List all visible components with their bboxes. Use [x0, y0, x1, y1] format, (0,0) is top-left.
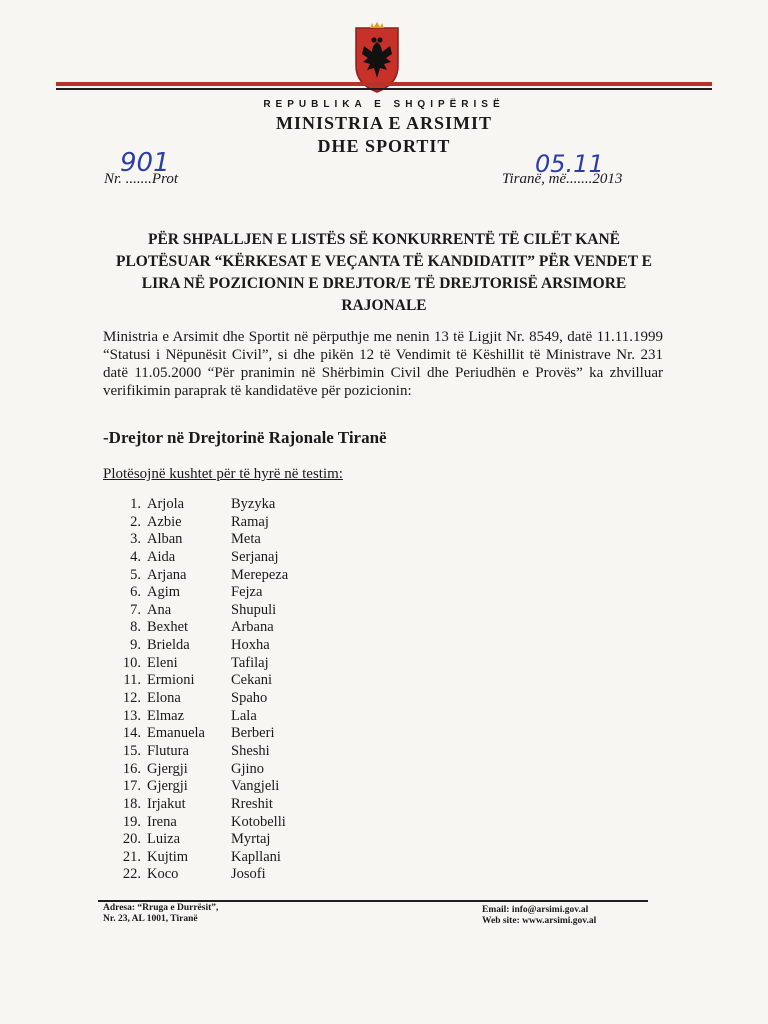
list-item-number: 14.	[122, 725, 141, 742]
list-item	[103, 496, 403, 514]
candidate-last-name: Hoxha	[231, 637, 270, 654]
candidate-list	[103, 496, 403, 884]
candidate-last-name: Shupuli	[231, 601, 277, 618]
list-item	[103, 672, 403, 690]
list-item-number: 22.	[122, 866, 141, 883]
candidate-last-name: Merepeza	[231, 566, 289, 583]
list-item-number: 6.	[130, 584, 141, 601]
footer-address-line2: Nr. 23, AL 1001, Tiranë	[103, 914, 198, 924]
list-item-number: 4.	[130, 548, 141, 565]
date-handwritten: 05.11	[535, 150, 604, 178]
candidate-first-name: Azbie	[147, 513, 182, 530]
candidate-first-name: Kujtim	[147, 848, 189, 865]
candidate-last-name: Josofi	[231, 866, 266, 883]
list-item	[103, 567, 403, 585]
list-item	[103, 708, 403, 726]
list-item-number: 13.	[122, 707, 141, 724]
candidate-first-name: Irena	[147, 813, 177, 830]
list-item	[103, 866, 403, 884]
list-item-number: 20.	[122, 831, 141, 848]
list-item	[103, 584, 403, 602]
footer-address	[103, 903, 218, 925]
list-item	[103, 602, 403, 620]
ministry-title-line1: MINISTRIA E ARSIMIT	[275, 113, 493, 133]
list-item	[103, 778, 403, 796]
list-item	[103, 637, 403, 655]
candidate-first-name: Arjana	[147, 566, 187, 583]
list-item	[103, 725, 403, 743]
candidate-last-name: Meta	[231, 531, 261, 548]
list-item-number: 15.	[122, 742, 141, 759]
candidate-last-name: Sheshi	[231, 742, 270, 759]
list-item	[103, 514, 403, 532]
candidate-first-name: Brielda	[147, 637, 190, 654]
candidate-last-name: Arbana	[231, 619, 274, 636]
document-title-line2: PLOTËSUAR “KËRKESAT E VEÇANTA TË KANDIDATIT” PËR VENDET E	[115, 253, 653, 270]
list-item-number: 11.	[123, 672, 141, 689]
body-paragraph: Ministria e Arsimit dhe Sportit në përputhje me nenin 13 të Ligjit Nr. 8549, datë 11.11.1999 “Statusi i Nëpunësit Civil”, si dhe pikën 12 të Vendimit të Këshillit të Ministrave Nr. 231 datë 11.05.2000 “Për pranimin në Shërbimin Civil dhe Periudhën e Provës” ka zhvilluar verifikimin paraprak të kandidatëve për pozicionin:	[103, 329, 663, 399]
list-item	[103, 831, 403, 849]
list-item-number: 12.	[122, 690, 141, 707]
republic-name: REPUBLIKA E SHQIPËRISË	[263, 99, 505, 110]
candidate-first-name: Gjergji	[147, 778, 188, 795]
candidate-first-name: Eleni	[147, 654, 178, 671]
document-title-line4: RAJONALE	[341, 297, 427, 314]
list-item-number: 2.	[130, 513, 141, 530]
list-item-number: 19.	[122, 813, 141, 830]
list-item	[103, 531, 403, 549]
candidate-last-name: Cekani	[231, 672, 273, 689]
candidate-first-name: Koco	[147, 866, 179, 883]
protocol-number-label: Nr. .......Prot	[104, 171, 179, 187]
position-heading: -Drejtor në Drejtorinë Rajonale Tiranë	[103, 428, 387, 447]
list-item	[103, 743, 403, 761]
candidate-last-name: Ramaj	[231, 513, 269, 530]
candidate-last-name: Kotobelli	[231, 813, 286, 830]
candidate-first-name: Ana	[147, 601, 172, 618]
candidate-last-name: Fejza	[231, 584, 263, 601]
header-red-rule	[56, 82, 712, 86]
candidate-last-name: Kapllani	[231, 848, 281, 865]
candidate-last-name: Lala	[231, 707, 257, 724]
list-item-number: 18.	[122, 795, 141, 812]
list-item	[103, 690, 403, 708]
candidate-first-name: Irjakut	[147, 795, 186, 812]
candidate-last-name: Gjino	[231, 760, 265, 777]
header-black-rule	[56, 88, 712, 90]
candidate-last-name: Spaho	[231, 690, 268, 707]
list-item-number: 7.	[130, 601, 141, 618]
list-item	[103, 814, 403, 832]
list-item-number: 1.	[130, 496, 141, 512]
list-item	[103, 655, 403, 673]
candidate-first-name: Aida	[147, 548, 176, 565]
list-item	[103, 761, 403, 779]
document-title	[96, 229, 672, 317]
candidate-first-name: Gjergji	[147, 760, 188, 777]
footer-email: Email: info@arsimi.gov.al	[482, 905, 589, 915]
candidate-last-name: Vangjeli	[231, 778, 280, 795]
list-item-number: 17.	[122, 778, 141, 795]
candidate-first-name: Ermioni	[147, 672, 195, 689]
candidate-first-name: Flutura	[147, 742, 189, 759]
candidate-last-name: Myrtaj	[231, 831, 271, 848]
list-item-number: 21.	[122, 848, 141, 865]
candidate-first-name: Alban	[147, 531, 183, 548]
document-title-line3: LIRA NË POZICIONIN E DREJTOR/E TË DREJTORISË ARSIMORE	[141, 275, 627, 292]
list-item-number: 8.	[130, 619, 141, 636]
candidate-last-name: Rreshit	[231, 795, 273, 812]
list-item-number: 5.	[130, 566, 141, 583]
document-title-line1: PËR SHPALLJEN E LISTËS SË KONKURRENTË TË CILËT KANË	[147, 231, 621, 248]
list-item	[103, 849, 403, 867]
list-item-number: 3.	[130, 531, 141, 548]
candidate-last-name: Tafilaj	[231, 654, 269, 671]
footer-contact	[482, 905, 596, 927]
list-item-number: 16.	[122, 760, 141, 777]
candidate-first-name: Arjola	[147, 496, 185, 512]
candidate-first-name: Luiza	[147, 831, 181, 848]
candidate-first-name: Agim	[147, 584, 181, 601]
candidate-first-name: Elmaz	[147, 707, 185, 724]
ministry-title-line2: DHE SPORTIT	[317, 136, 451, 156]
date-label: Tiranë, më.......2013	[502, 171, 623, 187]
footer-address-line1: Adresa: “Rruga e Durrësit”,	[103, 903, 219, 913]
candidate-last-name: Berberi	[231, 725, 275, 742]
list-item	[103, 619, 403, 637]
protocol-number-handwritten: 901	[120, 148, 170, 178]
list-heading: Plotësojnë kushtet për të hyrë në testim:	[103, 466, 343, 482]
candidate-first-name: Emanuela	[147, 725, 205, 742]
footer-website: Web site: www.arsimi.gov.al	[482, 916, 597, 926]
candidate-last-name: Byzyka	[231, 496, 276, 512]
list-item-number: 10.	[122, 654, 141, 671]
list-item-number: 9.	[130, 637, 141, 654]
footer-rule	[98, 900, 648, 902]
candidate-last-name: Serjanaj	[231, 548, 279, 565]
candidate-first-name: Elona	[147, 690, 181, 707]
list-item	[103, 549, 403, 567]
candidate-first-name: Bexhet	[147, 619, 189, 636]
list-item	[103, 796, 403, 814]
